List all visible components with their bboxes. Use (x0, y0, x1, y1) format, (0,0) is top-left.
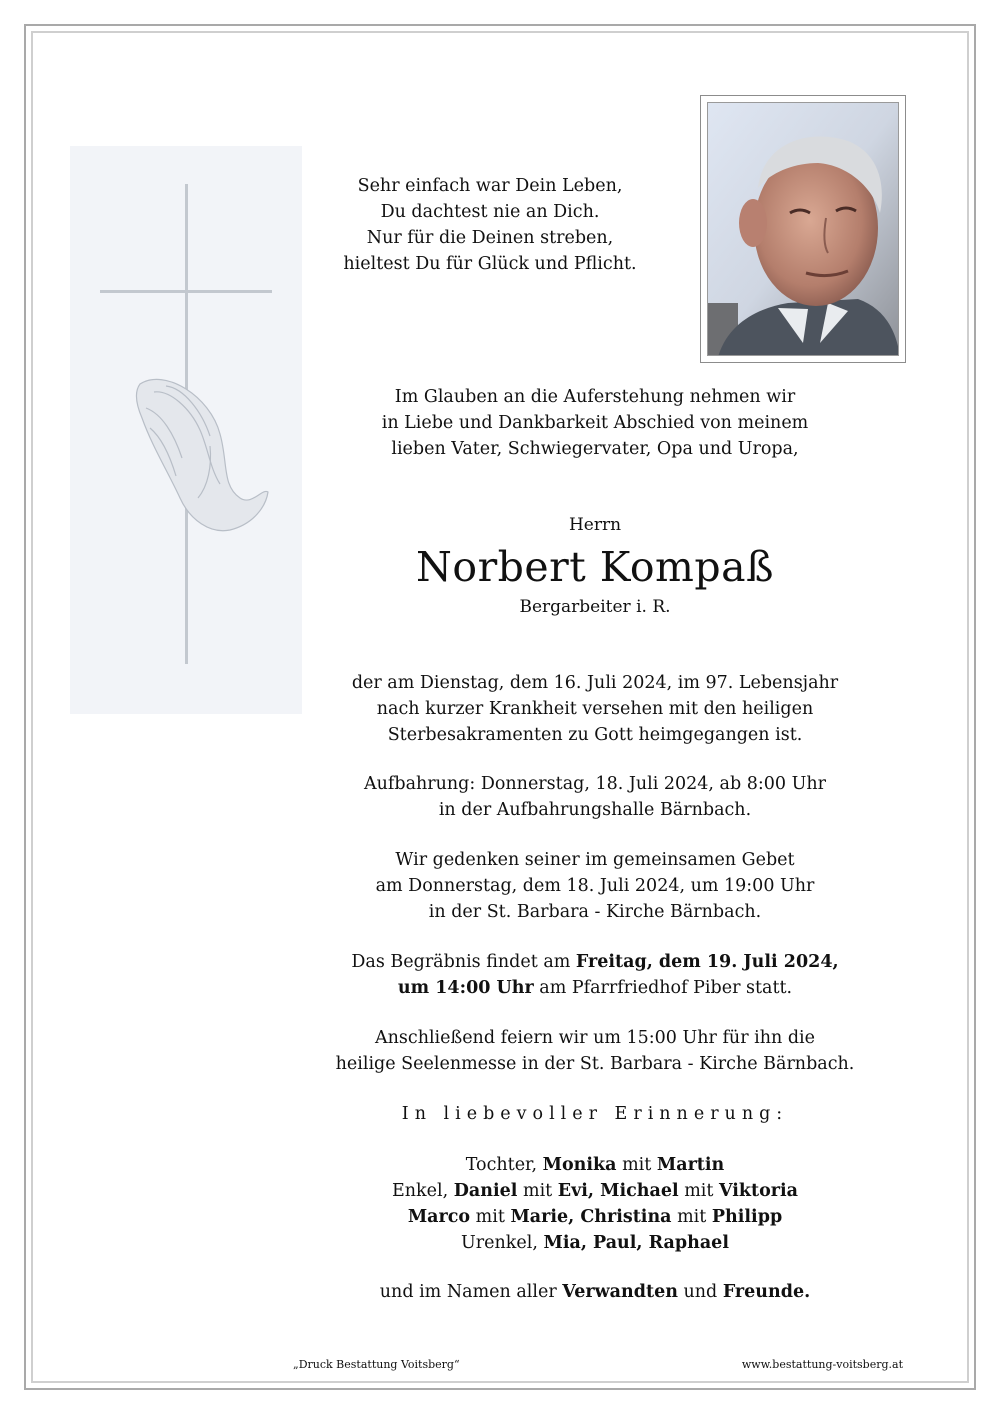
family-text: mit (678, 1181, 719, 1201)
funeral-line (320, 975, 870, 1001)
closing-bold: Freunde. (722, 1282, 811, 1302)
family-name: Marie, Christina (510, 1207, 672, 1227)
family-name: Monika (542, 1155, 617, 1175)
mass-line: heilige Seelenmesse in der St. Barbara - Kirche Bärnbach. (335, 1054, 855, 1074)
memorial-poem (330, 173, 650, 277)
mass-info (320, 1025, 870, 1077)
family-text: mit (671, 1207, 712, 1227)
family-text: mit (470, 1207, 511, 1227)
funeral-line (320, 949, 870, 975)
intro-line: lieben Vater, Schwiegervater, Opa und Uropa, (391, 439, 799, 459)
funeral-location: am Pfarrfriedhof Piber statt. (533, 978, 793, 998)
death-notice-line: Sterbesakramenten zu Gott heimgegangen ist. (387, 725, 803, 745)
family-name: Daniel (453, 1181, 518, 1201)
poem-line: Sehr einfach war Dein Leben, (357, 176, 623, 196)
closing-line (320, 1279, 870, 1305)
salutation: Herrn (568, 515, 622, 535)
family-name: Philipp (711, 1207, 783, 1227)
family-line (320, 1152, 870, 1178)
funeral-date: Freitag, dem 19. Juli 2024, (575, 952, 839, 972)
viewing-line: in der Aufbahrungshalle Bärnbach. (438, 800, 752, 820)
viewing-info (320, 771, 870, 823)
portrait-photo (707, 102, 899, 356)
memory-heading: In liebevoller Erinnerung: (401, 1104, 789, 1124)
family-name: Viktoria (718, 1181, 798, 1201)
printer-credit: „Druck Bestattung Voitsberg“ (293, 1358, 460, 1371)
closing-bold: Verwandten (562, 1282, 678, 1302)
deceased-name: Norbert Kompaß (416, 543, 774, 591)
portrait-image (708, 103, 899, 356)
poem-line: Nur für die Deinen streben, (366, 228, 614, 248)
family-name: Evi, Michael (557, 1181, 679, 1201)
family-text: Tochter, (465, 1155, 543, 1175)
family-list (320, 1152, 870, 1256)
family-text: mit (616, 1155, 657, 1175)
cross-praying-hands-panel (70, 146, 302, 714)
intro-line: Im Glauben an die Auferstehung nehmen wir (394, 387, 796, 407)
intro-line: in Liebe und Dankbarkeit Abschied von meinem (381, 413, 809, 433)
family-text: Urenkel, (461, 1233, 544, 1253)
prayer-info (320, 847, 870, 925)
family-name: Martin (656, 1155, 725, 1175)
prayer-line: Wir gedenken seiner im gemeinsamen Gebet (395, 850, 795, 870)
family-line (320, 1204, 870, 1230)
closing-text: und im Namen aller (379, 1282, 563, 1302)
funeral-text: Das Begräbnis findet am (351, 952, 576, 972)
death-notice-line: der am Dienstag, dem 16. Juli 2024, im 97. Lebensjahr (351, 673, 839, 693)
family-text: Enkel, (392, 1181, 454, 1201)
viewing-line: Aufbahrung: Donnerstag, 18. Juli 2024, ab 8:00 Uhr (363, 774, 826, 794)
farewell-intro (350, 384, 840, 462)
funeral-time: um 14:00 Uhr (397, 978, 534, 998)
deceased-occupation: Bergarbeiter i. R. (519, 597, 671, 617)
family-name: Marco (407, 1207, 471, 1227)
family-line (320, 1178, 870, 1204)
family-text: mit (517, 1181, 558, 1201)
portrait-frame (700, 95, 906, 363)
funeral-info (320, 949, 870, 1001)
prayer-line: in der St. Barbara - Kirche Bärnbach. (428, 902, 762, 922)
death-notice (320, 670, 870, 748)
poem-line: hieltest Du für Glück und Pflicht. (343, 254, 637, 274)
family-line (320, 1230, 870, 1256)
family-name: Mia, Paul, Raphael (543, 1233, 729, 1253)
closing-text: und (677, 1282, 723, 1302)
mass-line: Anschließend feiern wir um 15:00 Uhr für ihn die (375, 1028, 815, 1048)
cross-with-praying-hands-icon (70, 146, 302, 714)
prayer-line: am Donnerstag, dem 18. Juli 2024, um 19:00 Uhr (375, 876, 815, 896)
death-notice-line: nach kurzer Krankheit versehen mit den heiligen (376, 699, 814, 719)
poem-line: Du dachtest nie an Dich. (380, 202, 600, 222)
website-link[interactable]: www.bestattung-voitsberg.at (741, 1358, 903, 1371)
